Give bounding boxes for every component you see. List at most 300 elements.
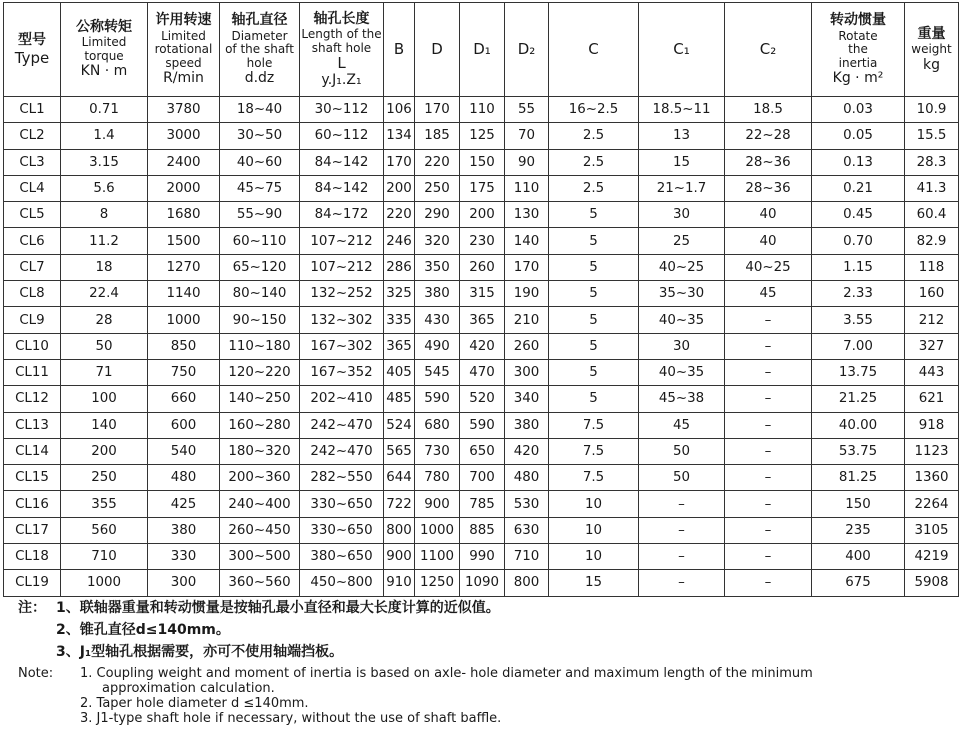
cell-c: 10	[549, 544, 639, 570]
cell-diameter: 160~280	[220, 412, 300, 438]
cell-d2: 530	[505, 491, 549, 517]
cell-diameter: 200~360	[220, 465, 300, 491]
cell-c2: –	[725, 438, 812, 464]
cell-type: CL13	[4, 412, 61, 438]
cell-d1: 700	[460, 465, 505, 491]
cell-inertia: 0.45	[812, 202, 905, 228]
cell-c: 5	[549, 359, 639, 385]
coupling-spec-table	[3, 2, 959, 597]
cell-c: 16~2.5	[549, 97, 639, 123]
cell-d1: 885	[460, 517, 505, 543]
header-length: 轴孔长度 Length of the shaft hole L y.J₁.Z₁	[300, 3, 384, 97]
notes-section	[18, 597, 948, 726]
table-row	[4, 465, 959, 491]
cell-b: 106	[384, 97, 415, 123]
cell-inertia: 0.70	[812, 228, 905, 254]
header-c: C	[549, 3, 639, 97]
cell-torque: 710	[61, 544, 148, 570]
cell-weight: 3105	[905, 517, 959, 543]
cell-length: 132~302	[300, 307, 384, 333]
cell-type: CL18	[4, 544, 61, 570]
cell-d: 170	[415, 97, 460, 123]
cell-type: CL19	[4, 570, 61, 596]
cell-weight: 443	[905, 359, 959, 385]
cell-b: 134	[384, 123, 415, 149]
cell-c: 7.5	[549, 465, 639, 491]
note-en-1-cont: approximation calculation.	[102, 681, 275, 696]
cell-c: 7.5	[549, 412, 639, 438]
cell-d1: 590	[460, 412, 505, 438]
cell-weight: 41.3	[905, 175, 959, 201]
cell-length: 132~252	[300, 281, 384, 307]
cell-c1: 35~30	[639, 281, 725, 307]
cell-d1: 650	[460, 438, 505, 464]
cell-inertia: 40.00	[812, 412, 905, 438]
cell-d1: 470	[460, 359, 505, 385]
cell-length: 330~650	[300, 517, 384, 543]
header-type: 型号 Type	[4, 3, 61, 97]
header-inertia: 转动惯量 Rotate the inertia Kg · m²	[812, 3, 905, 97]
cell-d2: 300	[505, 359, 549, 385]
cell-inertia: 0.21	[812, 175, 905, 201]
cell-c1: 40~35	[639, 307, 725, 333]
cell-weight: 1360	[905, 465, 959, 491]
cell-length: 282~550	[300, 465, 384, 491]
cell-type: CL8	[4, 281, 61, 307]
cell-inertia: 3.55	[812, 307, 905, 333]
cell-c: 5	[549, 386, 639, 412]
note-en-2: 2. Taper hole diameter d ≤140mm.	[80, 696, 309, 711]
cell-speed: 480	[148, 465, 220, 491]
cell-d1: 150	[460, 149, 505, 175]
cell-d: 320	[415, 228, 460, 254]
cell-length: 167~302	[300, 333, 384, 359]
cell-c1: 50	[639, 465, 725, 491]
cell-speed: 425	[148, 491, 220, 517]
cell-length: 84~172	[300, 202, 384, 228]
cell-type: CL1	[4, 97, 61, 123]
cell-c: 15	[549, 570, 639, 596]
cell-inertia: 13.75	[812, 359, 905, 385]
cell-d1: 315	[460, 281, 505, 307]
cell-inertia: 150	[812, 491, 905, 517]
cell-diameter: 60~110	[220, 228, 300, 254]
cell-diameter: 240~400	[220, 491, 300, 517]
cell-d1: 110	[460, 97, 505, 123]
cell-speed: 330	[148, 544, 220, 570]
cell-diameter: 260~450	[220, 517, 300, 543]
header-diameter: 轴孔直径 Diameter of the shaft hole d.dz	[220, 3, 300, 97]
header-d2: D₂	[505, 3, 549, 97]
cell-d: 185	[415, 123, 460, 149]
cell-c2: 40	[725, 202, 812, 228]
cell-c: 2.5	[549, 175, 639, 201]
cell-d: 490	[415, 333, 460, 359]
cell-c2: –	[725, 465, 812, 491]
cell-d2: 170	[505, 254, 549, 280]
cell-b: 910	[384, 570, 415, 596]
cell-b: 485	[384, 386, 415, 412]
cell-b: 524	[384, 412, 415, 438]
cell-length: 107~212	[300, 228, 384, 254]
cell-d1: 125	[460, 123, 505, 149]
cell-torque: 140	[61, 412, 148, 438]
table-row	[4, 333, 959, 359]
cell-d: 730	[415, 438, 460, 464]
cell-speed: 540	[148, 438, 220, 464]
cell-inertia: 1.15	[812, 254, 905, 280]
cell-torque: 355	[61, 491, 148, 517]
cell-inertia: 81.25	[812, 465, 905, 491]
cell-length: 380~650	[300, 544, 384, 570]
cell-d2: 260	[505, 333, 549, 359]
cell-d: 590	[415, 386, 460, 412]
cell-c2: 40~25	[725, 254, 812, 280]
cell-diameter: 55~90	[220, 202, 300, 228]
cell-c: 2.5	[549, 149, 639, 175]
cell-speed: 2400	[148, 149, 220, 175]
cell-d: 545	[415, 359, 460, 385]
cell-d: 250	[415, 175, 460, 201]
cell-torque: 18	[61, 254, 148, 280]
cell-d2: 380	[505, 412, 549, 438]
cell-inertia: 0.13	[812, 149, 905, 175]
cell-c1: –	[639, 517, 725, 543]
cell-d1: 990	[460, 544, 505, 570]
cell-d2: 210	[505, 307, 549, 333]
cell-c2: 45	[725, 281, 812, 307]
cell-c: 10	[549, 517, 639, 543]
cell-inertia: 0.03	[812, 97, 905, 123]
cell-d2: 190	[505, 281, 549, 307]
cell-c1: 25	[639, 228, 725, 254]
cell-weight: 621	[905, 386, 959, 412]
cell-d: 380	[415, 281, 460, 307]
cell-b: 200	[384, 175, 415, 201]
cell-weight: 82.9	[905, 228, 959, 254]
cell-c: 10	[549, 491, 639, 517]
cell-d: 1250	[415, 570, 460, 596]
header-c1: C₁	[639, 3, 725, 97]
cell-c1: 40~35	[639, 359, 725, 385]
cell-torque: 28	[61, 307, 148, 333]
table-row	[4, 123, 959, 149]
cell-torque: 22.4	[61, 281, 148, 307]
cell-type: CL14	[4, 438, 61, 464]
note-cn-label: 注：	[18, 600, 46, 616]
cell-b: 644	[384, 465, 415, 491]
note-en-label: Note:	[18, 666, 54, 681]
note-en-1: Note: 1. Coupling weight and moment of inertia is based on axle- hole diameter and maximum length of the minimum	[18, 666, 813, 681]
cell-c1: –	[639, 544, 725, 570]
cell-speed: 3780	[148, 97, 220, 123]
table-row	[4, 149, 959, 175]
cell-type: CL16	[4, 491, 61, 517]
cell-d2: 110	[505, 175, 549, 201]
cell-c2: –	[725, 491, 812, 517]
cell-diameter: 40~60	[220, 149, 300, 175]
cell-length: 242~470	[300, 412, 384, 438]
table-row	[4, 570, 959, 596]
cell-speed: 600	[148, 412, 220, 438]
cell-d2: 710	[505, 544, 549, 570]
cell-c2: 22~28	[725, 123, 812, 149]
cell-weight: 60.4	[905, 202, 959, 228]
cell-speed: 750	[148, 359, 220, 385]
header-row	[4, 3, 959, 97]
table-row	[4, 97, 959, 123]
cell-weight: 327	[905, 333, 959, 359]
cell-torque: 560	[61, 517, 148, 543]
cell-b: 565	[384, 438, 415, 464]
cell-diameter: 120~220	[220, 359, 300, 385]
cell-weight: 1123	[905, 438, 959, 464]
cell-c2: –	[725, 333, 812, 359]
cell-weight: 5908	[905, 570, 959, 596]
cell-d: 900	[415, 491, 460, 517]
cell-d1: 520	[460, 386, 505, 412]
table-body	[4, 97, 959, 597]
cell-d2: 420	[505, 438, 549, 464]
header-b: B	[384, 3, 415, 97]
cell-inertia: 53.75	[812, 438, 905, 464]
cell-d: 1100	[415, 544, 460, 570]
cell-torque: 200	[61, 438, 148, 464]
cell-torque: 1.4	[61, 123, 148, 149]
table-row	[4, 359, 959, 385]
notes-english	[18, 666, 948, 726]
note-cn-2: 2、锥孔直径d≤140mm。	[56, 622, 230, 638]
cell-b: 325	[384, 281, 415, 307]
cell-b: 286	[384, 254, 415, 280]
cell-b: 335	[384, 307, 415, 333]
cell-c: 5	[549, 307, 639, 333]
table-row	[4, 281, 959, 307]
cell-c2: –	[725, 544, 812, 570]
cell-type: CL5	[4, 202, 61, 228]
cell-diameter: 360~560	[220, 570, 300, 596]
cell-diameter: 18~40	[220, 97, 300, 123]
cell-d1: 260	[460, 254, 505, 280]
cell-diameter: 110~180	[220, 333, 300, 359]
cell-speed: 3000	[148, 123, 220, 149]
cell-speed: 1000	[148, 307, 220, 333]
table-row	[4, 202, 959, 228]
cell-b: 220	[384, 202, 415, 228]
cell-d2: 90	[505, 149, 549, 175]
cell-speed: 1500	[148, 228, 220, 254]
cell-diameter: 300~500	[220, 544, 300, 570]
cell-c1: 30	[639, 333, 725, 359]
cell-length: 107~212	[300, 254, 384, 280]
cell-torque: 50	[61, 333, 148, 359]
cell-diameter: 30~50	[220, 123, 300, 149]
cell-torque: 3.15	[61, 149, 148, 175]
cell-d: 290	[415, 202, 460, 228]
cell-length: 167~352	[300, 359, 384, 385]
cell-torque: 250	[61, 465, 148, 491]
cell-c1: –	[639, 570, 725, 596]
cell-type: CL4	[4, 175, 61, 201]
cell-c2: 28~36	[725, 175, 812, 201]
table-row	[4, 175, 959, 201]
cell-b: 405	[384, 359, 415, 385]
cell-speed: 1270	[148, 254, 220, 280]
cell-inertia: 235	[812, 517, 905, 543]
cell-weight: 2264	[905, 491, 959, 517]
cell-weight: 10.9	[905, 97, 959, 123]
cell-b: 722	[384, 491, 415, 517]
cell-speed: 2000	[148, 175, 220, 201]
cell-weight: 118	[905, 254, 959, 280]
cell-diameter: 45~75	[220, 175, 300, 201]
cell-d2: 480	[505, 465, 549, 491]
header-c2: C₂	[725, 3, 812, 97]
header-weight: 重量 weight kg	[905, 3, 959, 97]
cell-d2: 70	[505, 123, 549, 149]
cell-inertia: 21.25	[812, 386, 905, 412]
cell-c2: 40	[725, 228, 812, 254]
cell-type: CL7	[4, 254, 61, 280]
cell-inertia: 0.05	[812, 123, 905, 149]
cell-length: 84~142	[300, 149, 384, 175]
cell-length: 60~112	[300, 123, 384, 149]
cell-weight: 15.5	[905, 123, 959, 149]
cell-c1: 18.5~11	[639, 97, 725, 123]
cell-inertia: 7.00	[812, 333, 905, 359]
cell-d1: 420	[460, 333, 505, 359]
cell-torque: 11.2	[61, 228, 148, 254]
cell-type: CL9	[4, 307, 61, 333]
cell-length: 330~650	[300, 491, 384, 517]
cell-b: 900	[384, 544, 415, 570]
cell-d1: 200	[460, 202, 505, 228]
cell-c: 5	[549, 333, 639, 359]
cell-speed: 380	[148, 517, 220, 543]
cell-speed: 1680	[148, 202, 220, 228]
cell-c2: –	[725, 412, 812, 438]
cell-c: 5	[549, 202, 639, 228]
cell-c2: 28~36	[725, 149, 812, 175]
cell-c1: 45	[639, 412, 725, 438]
cell-weight: 28.3	[905, 149, 959, 175]
cell-d2: 800	[505, 570, 549, 596]
table-row	[4, 228, 959, 254]
cell-d2: 130	[505, 202, 549, 228]
cell-speed: 660	[148, 386, 220, 412]
table-row	[4, 517, 959, 543]
table-row	[4, 438, 959, 464]
cell-type: CL10	[4, 333, 61, 359]
table-row	[4, 254, 959, 280]
cell-inertia: 675	[812, 570, 905, 596]
cell-torque: 8	[61, 202, 148, 228]
cell-inertia: 2.33	[812, 281, 905, 307]
cell-type: CL2	[4, 123, 61, 149]
cell-c1: 30	[639, 202, 725, 228]
cell-type: CL6	[4, 228, 61, 254]
cell-c2: –	[725, 307, 812, 333]
note-cn-3: 3、J₁型轴孔根据需要，亦可不使用轴端挡板。	[56, 644, 344, 660]
cell-d: 1000	[415, 517, 460, 543]
cell-inertia: 400	[812, 544, 905, 570]
table-row	[4, 491, 959, 517]
cell-weight: 4219	[905, 544, 959, 570]
cell-weight: 918	[905, 412, 959, 438]
cell-weight: 212	[905, 307, 959, 333]
cell-type: CL15	[4, 465, 61, 491]
cell-d1: 230	[460, 228, 505, 254]
cell-d1: 365	[460, 307, 505, 333]
cell-d2: 140	[505, 228, 549, 254]
cell-c1: 21~1.7	[639, 175, 725, 201]
cell-c: 5	[549, 254, 639, 280]
cell-d: 220	[415, 149, 460, 175]
cell-speed: 1140	[148, 281, 220, 307]
cell-diameter: 80~140	[220, 281, 300, 307]
cell-c1: 15	[639, 149, 725, 175]
cell-c: 2.5	[549, 123, 639, 149]
cell-d: 430	[415, 307, 460, 333]
cell-c1: 50	[639, 438, 725, 464]
table-row	[4, 386, 959, 412]
cell-d1: 1090	[460, 570, 505, 596]
cell-diameter: 140~250	[220, 386, 300, 412]
cell-c1: 45~38	[639, 386, 725, 412]
cell-c1: –	[639, 491, 725, 517]
header-d: D	[415, 3, 460, 97]
cell-c2: –	[725, 570, 812, 596]
cell-torque: 100	[61, 386, 148, 412]
cell-c: 5	[549, 228, 639, 254]
cell-type: CL11	[4, 359, 61, 385]
cell-speed: 850	[148, 333, 220, 359]
cell-type: CL12	[4, 386, 61, 412]
table-row	[4, 307, 959, 333]
cell-c: 7.5	[549, 438, 639, 464]
cell-c2: –	[725, 517, 812, 543]
cell-d2: 55	[505, 97, 549, 123]
cell-diameter: 90~150	[220, 307, 300, 333]
table-row	[4, 544, 959, 570]
cell-diameter: 65~120	[220, 254, 300, 280]
cell-d2: 340	[505, 386, 549, 412]
header-torque: 公称转矩 Limited torque KN · m	[61, 3, 148, 97]
cell-length: 450~800	[300, 570, 384, 596]
cell-type: CL3	[4, 149, 61, 175]
cell-torque: 5.6	[61, 175, 148, 201]
cell-b: 246	[384, 228, 415, 254]
cell-d1: 785	[460, 491, 505, 517]
cell-length: 242~470	[300, 438, 384, 464]
note-cn-1: 注： 1、联轴器重量和转动惯量是按轴孔最小直径和最大长度计算的近似值。	[18, 597, 948, 619]
cell-d: 350	[415, 254, 460, 280]
cell-b: 170	[384, 149, 415, 175]
header-d1: D₁	[460, 3, 505, 97]
cell-c2: 18.5	[725, 97, 812, 123]
cell-length: 202~410	[300, 386, 384, 412]
cell-type: CL17	[4, 517, 61, 543]
note-en-3: 3. J1-type shaft hole if necessary, without the use of shaft baffle.	[80, 711, 502, 726]
cell-torque: 71	[61, 359, 148, 385]
cell-torque: 1000	[61, 570, 148, 596]
cell-c2: –	[725, 386, 812, 412]
table-row	[4, 412, 959, 438]
cell-c1: 40~25	[639, 254, 725, 280]
cell-speed: 300	[148, 570, 220, 596]
cell-b: 800	[384, 517, 415, 543]
cell-d: 780	[415, 465, 460, 491]
